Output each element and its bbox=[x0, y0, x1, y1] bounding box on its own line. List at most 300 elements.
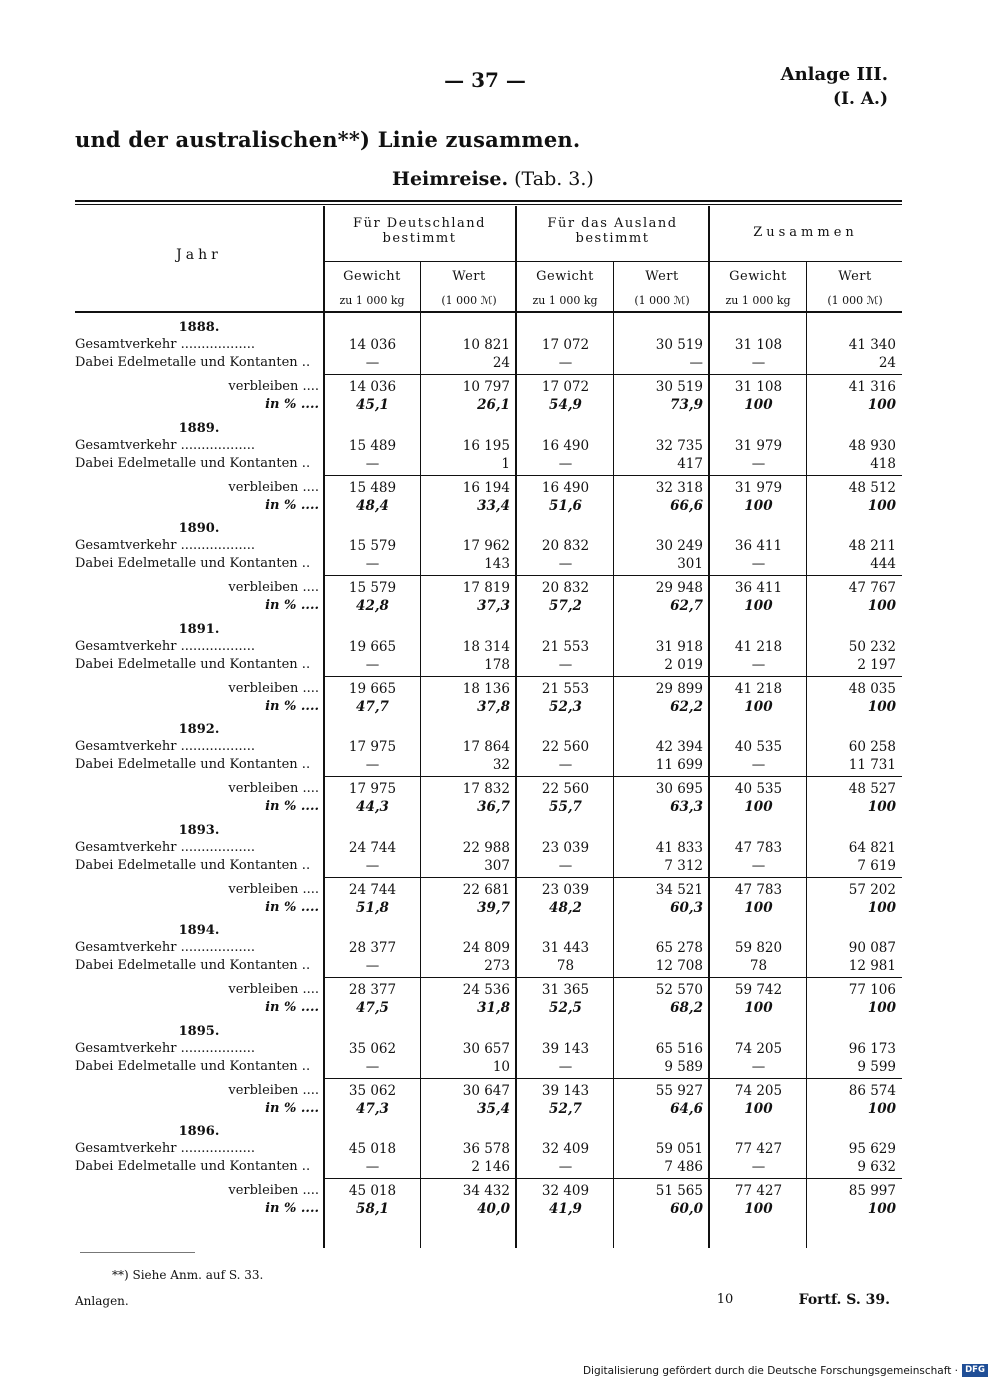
subtotal-rule bbox=[323, 1078, 902, 1079]
cell-pct-c6: 100 bbox=[867, 397, 896, 413]
cell-remain-c2: 17 832 bbox=[462, 781, 510, 797]
cell-pct-c2: 35,4 bbox=[477, 1100, 510, 1117]
footer-left-label: Anlagen. bbox=[75, 1294, 129, 1308]
cell-metals-c2: 178 bbox=[484, 656, 510, 673]
cell-total-c2: 22 988 bbox=[462, 839, 510, 856]
cell-metals-c1: — bbox=[365, 556, 380, 572]
cell-remain-c1: 35 062 bbox=[348, 1082, 397, 1099]
cell-remain-c3: 22 560 bbox=[541, 781, 590, 797]
row-label-total: Gesamtverkehr .................. bbox=[75, 1040, 255, 1056]
footnote: **) Siehe Anm. auf S. 33. bbox=[112, 1268, 264, 1282]
cell-pct-c6: 100 bbox=[867, 799, 896, 815]
header-bottom-rule bbox=[75, 311, 902, 313]
cell-metals-c3: — bbox=[558, 556, 573, 572]
row-label-total: Gesamtverkehr .................. bbox=[75, 437, 255, 453]
cell-total-c6: 48 211 bbox=[848, 538, 896, 554]
cell-pct-c5: 100 bbox=[744, 1100, 773, 1117]
cell-remain-c5: 36 411 bbox=[734, 580, 783, 596]
cell-pct-c5: 100 bbox=[744, 698, 773, 715]
column-header-year: Jahr bbox=[176, 247, 222, 263]
cell-metals-c1: — bbox=[365, 656, 380, 673]
row-label-percent: in % .... bbox=[265, 1201, 319, 1216]
row-label-metals: Dabei Edelmetalle und Kontanten .. bbox=[75, 355, 311, 370]
cell-metals-c4: 7 486 bbox=[664, 1159, 703, 1175]
cell-pct-c3: 54,9 bbox=[549, 397, 582, 413]
table-top-rule-inner bbox=[75, 204, 902, 205]
subtotal-rule bbox=[323, 575, 902, 576]
cell-pct-c3: 52,7 bbox=[549, 1100, 582, 1117]
row-label-remain: verbleiben .... bbox=[228, 1183, 319, 1198]
column-unit-1: zu 1 000 kg bbox=[339, 294, 405, 307]
cell-total-c5: 31 108 bbox=[734, 337, 783, 353]
cell-metals-c3: — bbox=[558, 355, 573, 371]
cell-remain-c2: 34 432 bbox=[462, 1183, 510, 1199]
cell-remain-c2: 18 136 bbox=[462, 680, 510, 697]
cell-metals-c2: 143 bbox=[484, 556, 510, 572]
subtotal-rule bbox=[323, 977, 902, 978]
col-divider-5 bbox=[806, 261, 807, 1248]
cell-total-c5: 74 205 bbox=[734, 1040, 783, 1057]
cell-metals-c3: — bbox=[558, 757, 573, 773]
cell-pct-c2: 37,8 bbox=[477, 698, 510, 715]
cell-total-c5: 31 979 bbox=[734, 437, 783, 454]
cell-pct-c6: 100 bbox=[867, 1000, 896, 1016]
cell-metals-c1: — bbox=[365, 455, 380, 472]
cell-metals-c5: — bbox=[751, 1159, 766, 1175]
cell-metals-c6: 7 619 bbox=[857, 857, 896, 874]
cell-metals-c5: — bbox=[751, 1058, 766, 1075]
cell-total-c3: 21 553 bbox=[541, 638, 590, 655]
cell-remain-c4: 34 521 bbox=[655, 881, 703, 898]
row-label-total: Gesamtverkehr .................. bbox=[75, 739, 255, 754]
cell-total-c4: 65 516 bbox=[655, 1040, 703, 1057]
cell-remain-c1: 19 665 bbox=[348, 680, 397, 697]
cell-pct-c4: 62,7 bbox=[670, 598, 703, 614]
cell-pct-c6: 100 bbox=[867, 899, 896, 916]
row-label-remain: verbleiben .... bbox=[228, 379, 319, 394]
cell-pct-c2: 31,8 bbox=[477, 1000, 510, 1016]
cell-total-c4: 42 394 bbox=[655, 739, 703, 755]
cell-metals-c5: — bbox=[751, 556, 766, 572]
cell-remain-c6: 48 527 bbox=[848, 781, 896, 797]
cell-remain-c1: 15 579 bbox=[348, 580, 397, 596]
column-unit-2: (1 000 ℳ) bbox=[441, 294, 497, 307]
year-label: 1894. bbox=[178, 923, 220, 938]
cell-total-c5: 59 820 bbox=[734, 940, 783, 956]
year-label: 1888. bbox=[178, 320, 220, 335]
cell-remain-c1: 28 377 bbox=[348, 982, 397, 998]
cell-total-c1: 15 489 bbox=[348, 437, 397, 454]
cell-total-c4: 30 249 bbox=[655, 538, 703, 554]
cell-total-c3: 22 560 bbox=[541, 739, 590, 755]
subtotal-rule bbox=[323, 475, 902, 476]
cell-metals-c3: — bbox=[558, 455, 573, 472]
cell-metals-c2: 24 bbox=[492, 355, 510, 371]
cell-metals-c5: — bbox=[751, 656, 766, 673]
cell-metals-c4: — bbox=[689, 355, 703, 371]
cell-total-c1: 17 975 bbox=[348, 739, 397, 755]
cell-metals-c4: 301 bbox=[677, 556, 703, 572]
row-label-remain: verbleiben .... bbox=[228, 580, 319, 595]
cell-total-c4: 31 918 bbox=[655, 638, 703, 655]
cell-total-c3: 23 039 bbox=[541, 839, 590, 856]
subtotal-rule bbox=[323, 776, 902, 777]
cell-pct-c1: 42,8 bbox=[356, 598, 389, 614]
cell-remain-c6: 77 106 bbox=[848, 982, 896, 998]
table-top-rule bbox=[75, 200, 902, 202]
cell-total-c3: 16 490 bbox=[541, 437, 590, 454]
year-label: 1896. bbox=[178, 1124, 220, 1139]
annex-label: Anlage III. bbox=[780, 64, 888, 85]
cell-total-c6: 41 340 bbox=[848, 337, 896, 353]
cell-total-c2: 18 314 bbox=[462, 638, 510, 655]
cell-pct-c4: 64,6 bbox=[670, 1100, 703, 1117]
cell-pct-c6: 100 bbox=[867, 1100, 896, 1117]
cell-pct-c3: 51,6 bbox=[549, 497, 582, 514]
row-label-metals: Dabei Edelmetalle und Kontanten .. bbox=[75, 656, 311, 672]
cell-metals-c5: — bbox=[751, 857, 766, 874]
cell-pct-c5: 100 bbox=[744, 598, 773, 614]
cell-total-c3: 32 409 bbox=[541, 1141, 590, 1157]
cell-pct-c3: 48,2 bbox=[549, 899, 582, 916]
cell-remain-c3: 39 143 bbox=[541, 1082, 590, 1099]
annex-sub-label: (I. A.) bbox=[833, 89, 888, 109]
cell-metals-c6: 11 731 bbox=[848, 757, 896, 773]
cell-pct-c6: 100 bbox=[867, 598, 896, 614]
cell-total-c5: 36 411 bbox=[734, 538, 783, 554]
row-label-total: Gesamtverkehr .................. bbox=[75, 538, 255, 553]
cell-metals-c4: 9 589 bbox=[664, 1058, 703, 1075]
cell-metals-c4: 12 708 bbox=[655, 958, 703, 974]
cell-metals-c1: — bbox=[365, 1058, 380, 1075]
cell-total-c6: 64 821 bbox=[848, 839, 896, 856]
cell-pct-c2: 26,1 bbox=[477, 397, 510, 413]
cell-metals-c6: 24 bbox=[878, 355, 896, 371]
cell-total-c6: 90 087 bbox=[848, 940, 896, 956]
row-label-metals: Dabei Edelmetalle und Kontanten .. bbox=[75, 958, 311, 973]
footnote-rule bbox=[80, 1252, 195, 1253]
column-subheader-3: Gewicht bbox=[536, 269, 594, 284]
row-label-remain: verbleiben .... bbox=[228, 479, 319, 495]
row-label-total: Gesamtverkehr .................. bbox=[75, 337, 255, 352]
cell-metals-c5: 78 bbox=[749, 958, 768, 974]
row-label-total: Gesamtverkehr .................. bbox=[75, 940, 255, 955]
cell-pct-c5: 100 bbox=[744, 899, 773, 916]
cell-remain-c5: 47 783 bbox=[734, 881, 783, 898]
page-heading: und der australischen**) Linie zusammen. bbox=[75, 127, 581, 152]
cell-metals-c4: 7 312 bbox=[664, 857, 703, 874]
cell-remain-c1: 17 975 bbox=[348, 781, 397, 797]
year-label: 1893. bbox=[178, 822, 220, 838]
cell-pct-c3: 52,5 bbox=[549, 1000, 582, 1016]
subtotal-rule bbox=[323, 374, 902, 375]
cell-pct-c3: 52,3 bbox=[549, 698, 582, 715]
cell-remain-c6: 85 997 bbox=[848, 1183, 896, 1199]
cell-remain-c2: 17 819 bbox=[462, 580, 510, 596]
cell-remain-c1: 15 489 bbox=[348, 479, 397, 496]
col-divider-group-1 bbox=[515, 206, 517, 1248]
subheading-note: (Tab. 3.) bbox=[514, 168, 594, 190]
row-label-percent: in % .... bbox=[265, 1000, 319, 1015]
cell-metals-c1: — bbox=[365, 757, 380, 773]
column-unit-5: zu 1 000 kg bbox=[725, 294, 791, 307]
col-divider-group-2 bbox=[708, 206, 710, 1248]
cell-remain-c3: 20 832 bbox=[541, 580, 590, 596]
cell-pct-c2: 33,4 bbox=[477, 497, 510, 514]
group-header-total: Zusammen bbox=[753, 225, 858, 240]
dfg-logo-icon: DFG bbox=[962, 1364, 988, 1377]
cell-metals-c6: 2 197 bbox=[857, 656, 896, 673]
cell-total-c5: 41 218 bbox=[734, 638, 783, 655]
cell-pct-c4: 68,2 bbox=[670, 1000, 703, 1016]
cell-remain-c4: 29 899 bbox=[655, 680, 703, 697]
cell-remain-c6: 47 767 bbox=[848, 580, 896, 596]
cell-total-c3: 31 443 bbox=[541, 940, 590, 956]
cell-total-c1: 15 579 bbox=[348, 538, 397, 554]
cell-remain-c5: 31 979 bbox=[734, 479, 783, 496]
cell-remain-c4: 52 570 bbox=[655, 982, 703, 998]
row-label-metals: Dabei Edelmetalle und Kontanten .. bbox=[75, 556, 311, 571]
col-divider-1 bbox=[420, 261, 421, 1248]
cell-total-c4: 41 833 bbox=[655, 839, 703, 856]
cell-metals-c6: 9 599 bbox=[857, 1058, 896, 1075]
cell-total-c6: 60 258 bbox=[848, 739, 896, 755]
cell-total-c2: 10 821 bbox=[462, 337, 510, 353]
row-label-metals: Dabei Edelmetalle und Kontanten .. bbox=[75, 455, 311, 471]
cell-total-c2: 30 657 bbox=[462, 1040, 510, 1057]
cell-remain-c4: 30 695 bbox=[655, 781, 703, 797]
cell-remain-c2: 24 536 bbox=[462, 982, 510, 998]
cell-pct-c4: 63,3 bbox=[670, 799, 703, 815]
cell-pct-c3: 57,2 bbox=[549, 598, 582, 614]
cell-metals-c5: — bbox=[751, 455, 766, 472]
cell-total-c2: 17 962 bbox=[462, 538, 510, 554]
cell-total-c5: 40 535 bbox=[734, 739, 783, 755]
cell-pct-c4: 62,2 bbox=[670, 698, 703, 715]
cell-remain-c2: 30 647 bbox=[462, 1082, 510, 1099]
cell-remain-c3: 31 365 bbox=[541, 982, 590, 998]
cell-total-c6: 48 930 bbox=[848, 437, 896, 454]
cell-metals-c1: — bbox=[365, 1159, 380, 1175]
cell-pct-c1: 47,3 bbox=[356, 1100, 389, 1117]
cell-pct-c3: 41,9 bbox=[549, 1201, 582, 1217]
cell-metals-c3: — bbox=[558, 1058, 573, 1075]
row-label-remain: verbleiben .... bbox=[228, 680, 319, 696]
row-label-percent: in % .... bbox=[265, 397, 319, 412]
column-subheader-5: Gewicht bbox=[729, 269, 787, 284]
cell-metals-c5: — bbox=[751, 757, 766, 773]
cell-total-c6: 96 173 bbox=[848, 1040, 896, 1057]
cell-pct-c1: 45,1 bbox=[356, 397, 389, 413]
cell-remain-c5: 40 535 bbox=[734, 781, 783, 797]
cell-total-c5: 77 427 bbox=[734, 1141, 783, 1157]
cell-remain-c3: 32 409 bbox=[541, 1183, 590, 1199]
cell-remain-c1: 24 744 bbox=[348, 881, 397, 898]
cell-remain-c6: 48 035 bbox=[848, 680, 896, 697]
row-label-metals: Dabei Edelmetalle und Kontanten .. bbox=[75, 757, 311, 772]
cell-remain-c3: 16 490 bbox=[541, 479, 590, 496]
cell-remain-c5: 31 108 bbox=[734, 379, 783, 395]
cell-pct-c1: 47,5 bbox=[356, 1000, 389, 1016]
col-divider-label bbox=[323, 206, 325, 1248]
cell-metals-c3: 78 bbox=[556, 958, 575, 974]
subtotal-rule bbox=[323, 676, 902, 677]
year-label: 1890. bbox=[178, 521, 220, 536]
cell-metals-c1: — bbox=[365, 958, 380, 974]
data-table bbox=[75, 200, 902, 1248]
row-label-total: Gesamtverkehr .................. bbox=[75, 638, 255, 654]
cell-remain-c4: 29 948 bbox=[655, 580, 703, 596]
column-unit-4: (1 000 ℳ) bbox=[634, 294, 690, 307]
cell-metals-c2: 307 bbox=[484, 857, 510, 874]
cell-total-c6: 95 629 bbox=[848, 1141, 896, 1157]
cell-remain-c3: 17 072 bbox=[541, 379, 590, 395]
cell-metals-c3: — bbox=[558, 1159, 573, 1175]
cell-pct-c5: 100 bbox=[744, 397, 773, 413]
cell-pct-c1: 51,8 bbox=[356, 899, 389, 916]
cell-pct-c4: 60,3 bbox=[670, 899, 703, 916]
row-label-total: Gesamtverkehr .................. bbox=[75, 1141, 255, 1156]
cell-total-c1: 28 377 bbox=[348, 940, 397, 956]
cell-remain-c2: 16 194 bbox=[462, 479, 510, 496]
cell-remain-c6: 48 512 bbox=[848, 479, 896, 496]
cell-metals-c3: — bbox=[558, 656, 573, 673]
cell-pct-c5: 100 bbox=[744, 1000, 773, 1016]
cell-total-c3: 17 072 bbox=[541, 337, 590, 353]
cell-metals-c1: — bbox=[365, 857, 380, 874]
row-label-remain: verbleiben .... bbox=[228, 781, 319, 796]
row-label-percent: in % .... bbox=[265, 598, 319, 613]
cell-pct-c5: 100 bbox=[744, 497, 773, 514]
cell-metals-c6: 444 bbox=[870, 556, 896, 572]
row-label-remain: verbleiben .... bbox=[228, 1082, 319, 1098]
cell-pct-c2: 39,7 bbox=[477, 899, 510, 916]
cell-remain-c5: 41 218 bbox=[734, 680, 783, 697]
subheading-main: Heimreise. bbox=[392, 168, 509, 190]
footer-sheet-number: 10 bbox=[716, 1292, 734, 1307]
row-label-percent: in % .... bbox=[265, 899, 319, 915]
cell-metals-c2: 273 bbox=[484, 958, 510, 974]
cell-remain-c4: 51 565 bbox=[655, 1183, 703, 1199]
cell-metals-c2: 1 bbox=[501, 455, 510, 472]
cell-remain-c2: 22 681 bbox=[462, 881, 510, 898]
cell-remain-c4: 55 927 bbox=[655, 1082, 703, 1099]
cell-pct-c5: 100 bbox=[744, 1201, 773, 1217]
cell-total-c2: 36 578 bbox=[462, 1141, 510, 1157]
digitization-credit: Digitalisierung gefördert durch die Deutsche Forschungsgemeinschaft · bbox=[582, 1365, 958, 1377]
cell-pct-c5: 100 bbox=[744, 799, 773, 815]
cell-pct-c2: 36,7 bbox=[477, 799, 510, 815]
year-label: 1889. bbox=[178, 420, 220, 436]
column-subheader-2: Wert bbox=[452, 269, 486, 284]
cell-remain-c6: 57 202 bbox=[848, 881, 896, 898]
cell-total-c2: 16 195 bbox=[462, 437, 510, 454]
cell-pct-c1: 48,4 bbox=[356, 497, 389, 514]
cell-remain-c5: 74 205 bbox=[734, 1082, 783, 1099]
cell-remain-c2: 10 797 bbox=[462, 379, 510, 395]
col-divider-3 bbox=[613, 261, 614, 1248]
cell-pct-c6: 100 bbox=[867, 698, 896, 715]
cell-total-c1: 19 665 bbox=[348, 638, 397, 655]
row-label-percent: in % .... bbox=[265, 497, 319, 513]
cell-remain-c5: 77 427 bbox=[734, 1183, 783, 1199]
cell-pct-c1: 44,3 bbox=[356, 799, 389, 815]
cell-metals-c4: 2 019 bbox=[664, 656, 703, 673]
cell-total-c1: 24 744 bbox=[348, 839, 397, 856]
cell-remain-c3: 23 039 bbox=[541, 881, 590, 898]
cell-pct-c4: 60,0 bbox=[670, 1201, 703, 1217]
cell-pct-c6: 100 bbox=[867, 1201, 896, 1217]
cell-total-c1: 45 018 bbox=[348, 1141, 397, 1157]
cell-remain-c4: 30 519 bbox=[655, 379, 703, 395]
column-unit-3: zu 1 000 kg bbox=[532, 294, 598, 307]
cell-total-c1: 14 036 bbox=[348, 337, 397, 353]
cell-pct-c6: 100 bbox=[867, 497, 896, 514]
cell-total-c4: 59 051 bbox=[655, 1141, 703, 1157]
cell-metals-c4: 11 699 bbox=[655, 757, 703, 773]
row-label-metals: Dabei Edelmetalle und Kontanten .. bbox=[75, 1058, 311, 1074]
cell-pct-c2: 37,3 bbox=[477, 598, 510, 614]
column-subheader-6: Wert bbox=[838, 269, 872, 284]
row-label-percent: in % .... bbox=[265, 698, 319, 714]
row-label-percent: in % .... bbox=[265, 1100, 319, 1116]
cell-total-c4: 32 735 bbox=[655, 437, 703, 454]
column-subheader-1: Gewicht bbox=[343, 269, 401, 284]
cell-total-c6: 50 232 bbox=[848, 638, 896, 655]
footer-continuation: Fortf. S. 39. bbox=[798, 1292, 890, 1308]
cell-pct-c2: 40,0 bbox=[477, 1201, 510, 1217]
cell-total-c3: 39 143 bbox=[541, 1040, 590, 1057]
cell-total-c4: 65 278 bbox=[655, 940, 703, 956]
cell-metals-c6: 418 bbox=[870, 455, 896, 472]
row-label-metals: Dabei Edelmetalle und Kontanten .. bbox=[75, 1159, 311, 1174]
cell-metals-c1: — bbox=[365, 355, 380, 371]
cell-total-c4: 30 519 bbox=[655, 337, 703, 353]
cell-metals-c2: 10 bbox=[492, 1058, 510, 1075]
year-label: 1891. bbox=[178, 621, 220, 637]
cell-total-c3: 20 832 bbox=[541, 538, 590, 554]
row-label-percent: in % .... bbox=[265, 799, 319, 814]
cell-total-c1: 35 062 bbox=[348, 1040, 397, 1057]
cell-metals-c2: 32 bbox=[492, 757, 510, 773]
page-number: — 37 — bbox=[444, 68, 526, 92]
cell-pct-c1: 58,1 bbox=[356, 1201, 389, 1217]
row-label-remain: verbleiben .... bbox=[228, 881, 319, 897]
year-label: 1895. bbox=[178, 1023, 220, 1039]
cell-metals-c6: 12 981 bbox=[848, 958, 896, 974]
cell-total-c2: 17 864 bbox=[462, 739, 510, 755]
cell-remain-c1: 45 018 bbox=[348, 1183, 397, 1199]
cell-total-c2: 24 809 bbox=[462, 940, 510, 956]
row-label-remain: verbleiben .... bbox=[228, 982, 319, 997]
group-header-abroad: Für das Ausland bestimmt bbox=[547, 216, 678, 246]
subtotal-rule bbox=[323, 877, 902, 878]
cell-remain-c5: 59 742 bbox=[734, 982, 783, 998]
cell-pct-c4: 73,9 bbox=[670, 397, 703, 413]
row-label-total: Gesamtverkehr .................. bbox=[75, 839, 255, 855]
cell-remain-c1: 14 036 bbox=[348, 379, 397, 395]
cell-metals-c4: 417 bbox=[677, 455, 703, 472]
cell-pct-c4: 66,6 bbox=[670, 497, 703, 514]
cell-pct-c3: 55,7 bbox=[549, 799, 582, 815]
column-unit-6: (1 000 ℳ) bbox=[827, 294, 883, 307]
cell-remain-c4: 32 318 bbox=[655, 479, 703, 496]
year-label: 1892. bbox=[178, 722, 220, 737]
subtotal-rule bbox=[323, 1178, 902, 1179]
group-header-germany: Für Deutschland bestimmt bbox=[353, 216, 486, 246]
cell-remain-c3: 21 553 bbox=[541, 680, 590, 697]
cell-pct-c1: 47,7 bbox=[356, 698, 389, 715]
